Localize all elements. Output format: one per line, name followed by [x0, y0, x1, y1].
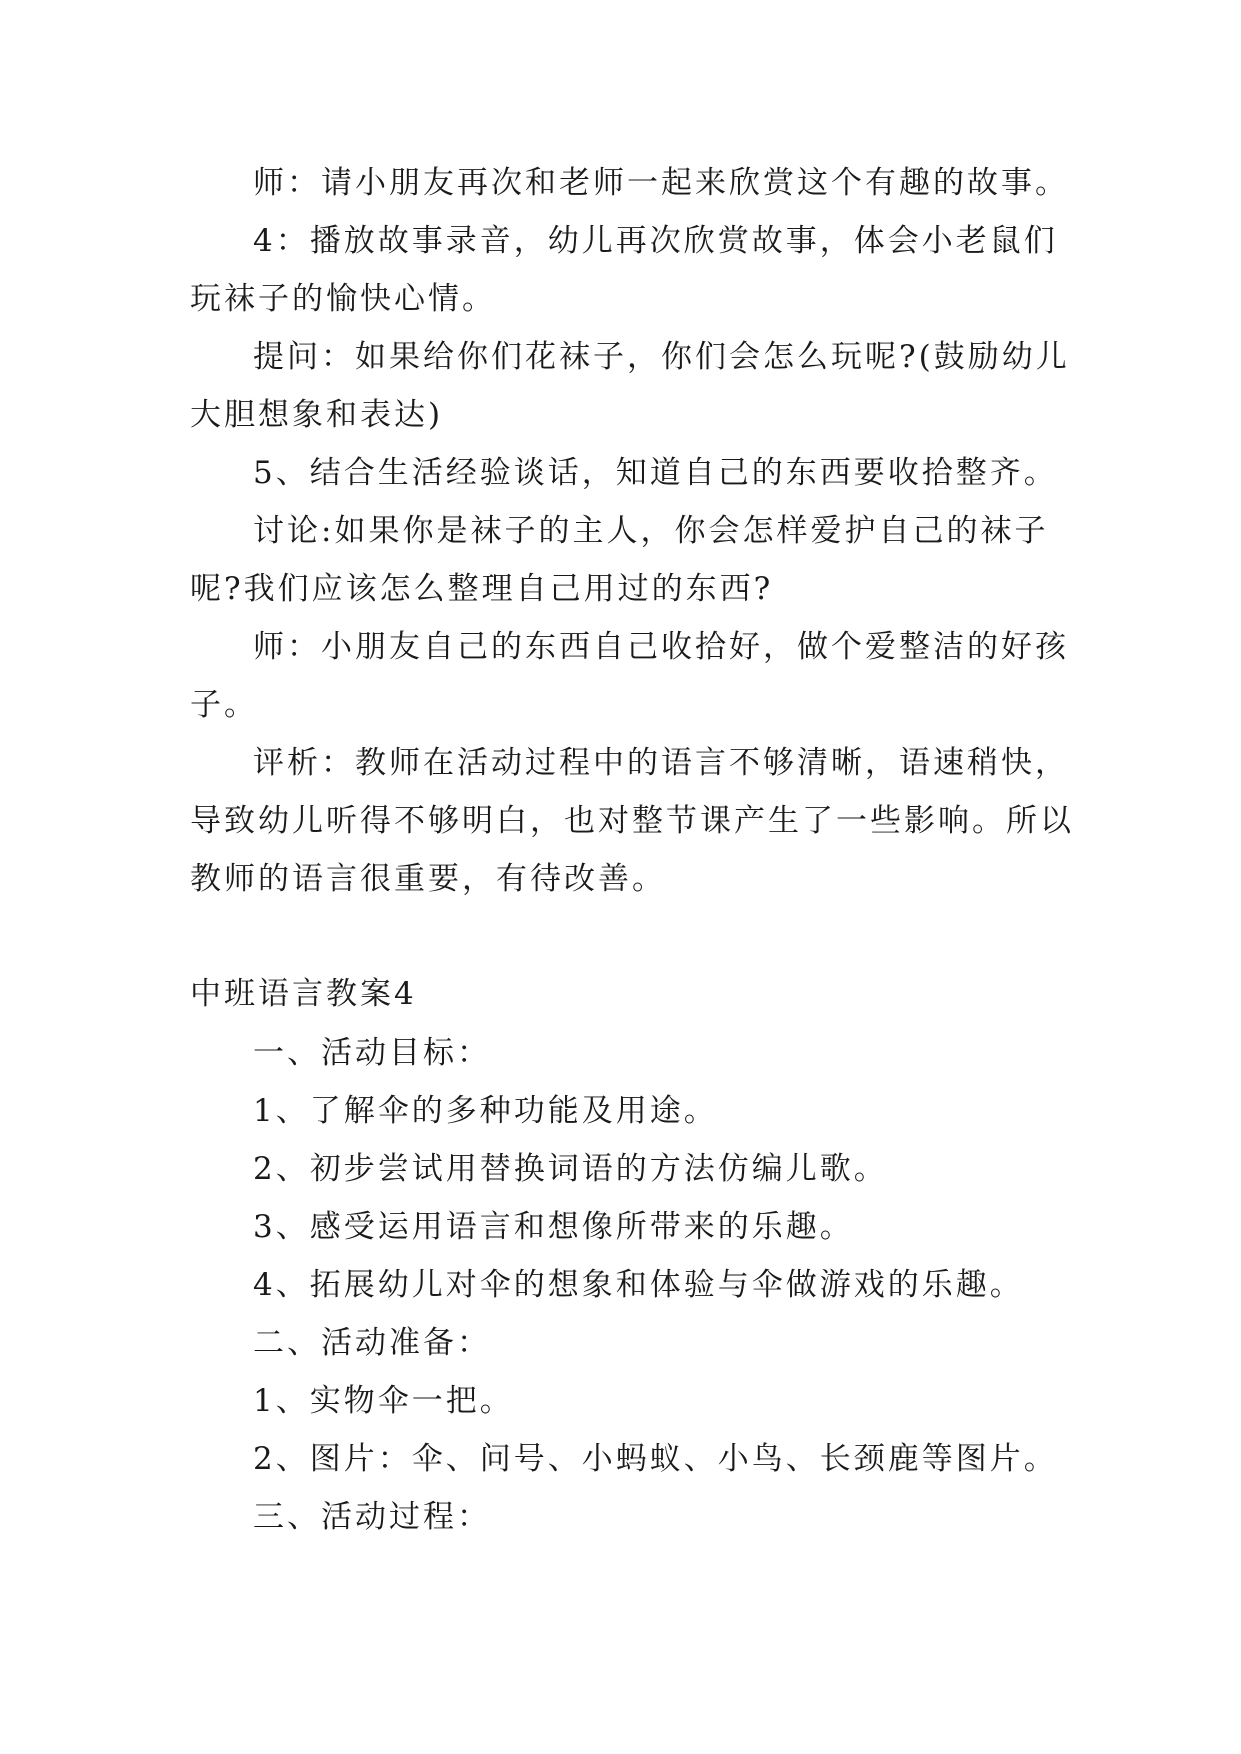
paragraph-line: 导致幼儿听得不够明白，也对整节课产生了一些影响。所以: [190, 803, 1074, 839]
paragraph-line: 教师的语言很重要，有待改善。: [190, 861, 666, 897]
paragraph-line: 师：小朋友自己的东西自己收拾好，做个爱整洁的好孩: [253, 629, 1069, 665]
paragraph-line: 玩袜子的愉快心情。: [190, 281, 496, 317]
paragraph-line: 2、图片：伞、问号、小蚂蚁、小鸟、长颈鹿等图片。: [253, 1441, 1058, 1477]
paragraph-line: 二、活动准备：: [253, 1325, 491, 1361]
paragraph-line: 5、结合生活经验谈话，知道自己的东西要收拾整齐。: [253, 455, 1058, 491]
paragraph-line: 讨论:如果你是袜子的主人，你会怎样爱护自己的袜子: [253, 513, 1049, 549]
paragraph-line: 呢?我们应该怎么整理自己用过的东西?: [190, 571, 774, 607]
paragraph-line: 1、了解伞的多种功能及用途。: [253, 1093, 718, 1129]
paragraph-line: 大胆想象和表达): [190, 397, 444, 433]
paragraph-line: 一、活动目标：: [253, 1035, 491, 1071]
section-title: 中班语言教案4: [190, 976, 417, 1012]
paragraph-line: 子。: [190, 687, 258, 723]
paragraph-line: 3、感受运用语言和想像所带来的乐趣。: [253, 1209, 854, 1245]
paragraph-line: 4：播放故事录音，幼儿再次欣赏故事，体会小老鼠们: [253, 223, 1058, 259]
paragraph-line: 4、拓展幼儿对伞的想象和体验与伞做游戏的乐趣。: [253, 1267, 1024, 1303]
paragraph-line: 提问：如果给你们花袜子，你们会怎么玩呢?(鼓励幼儿: [253, 339, 1070, 375]
paragraph-line: 三、活动过程：: [253, 1499, 491, 1535]
paragraph-line: 师：请小朋友再次和老师一起来欣赏这个有趣的故事。: [253, 165, 1069, 201]
paragraph-line: 评析：教师在活动过程中的语言不够清晰，语速稍快，: [253, 745, 1069, 781]
paragraph-line: 2、初步尝试用替换词语的方法仿编儿歌。: [253, 1151, 888, 1187]
paragraph-line: 1、实物伞一把。: [253, 1383, 514, 1419]
